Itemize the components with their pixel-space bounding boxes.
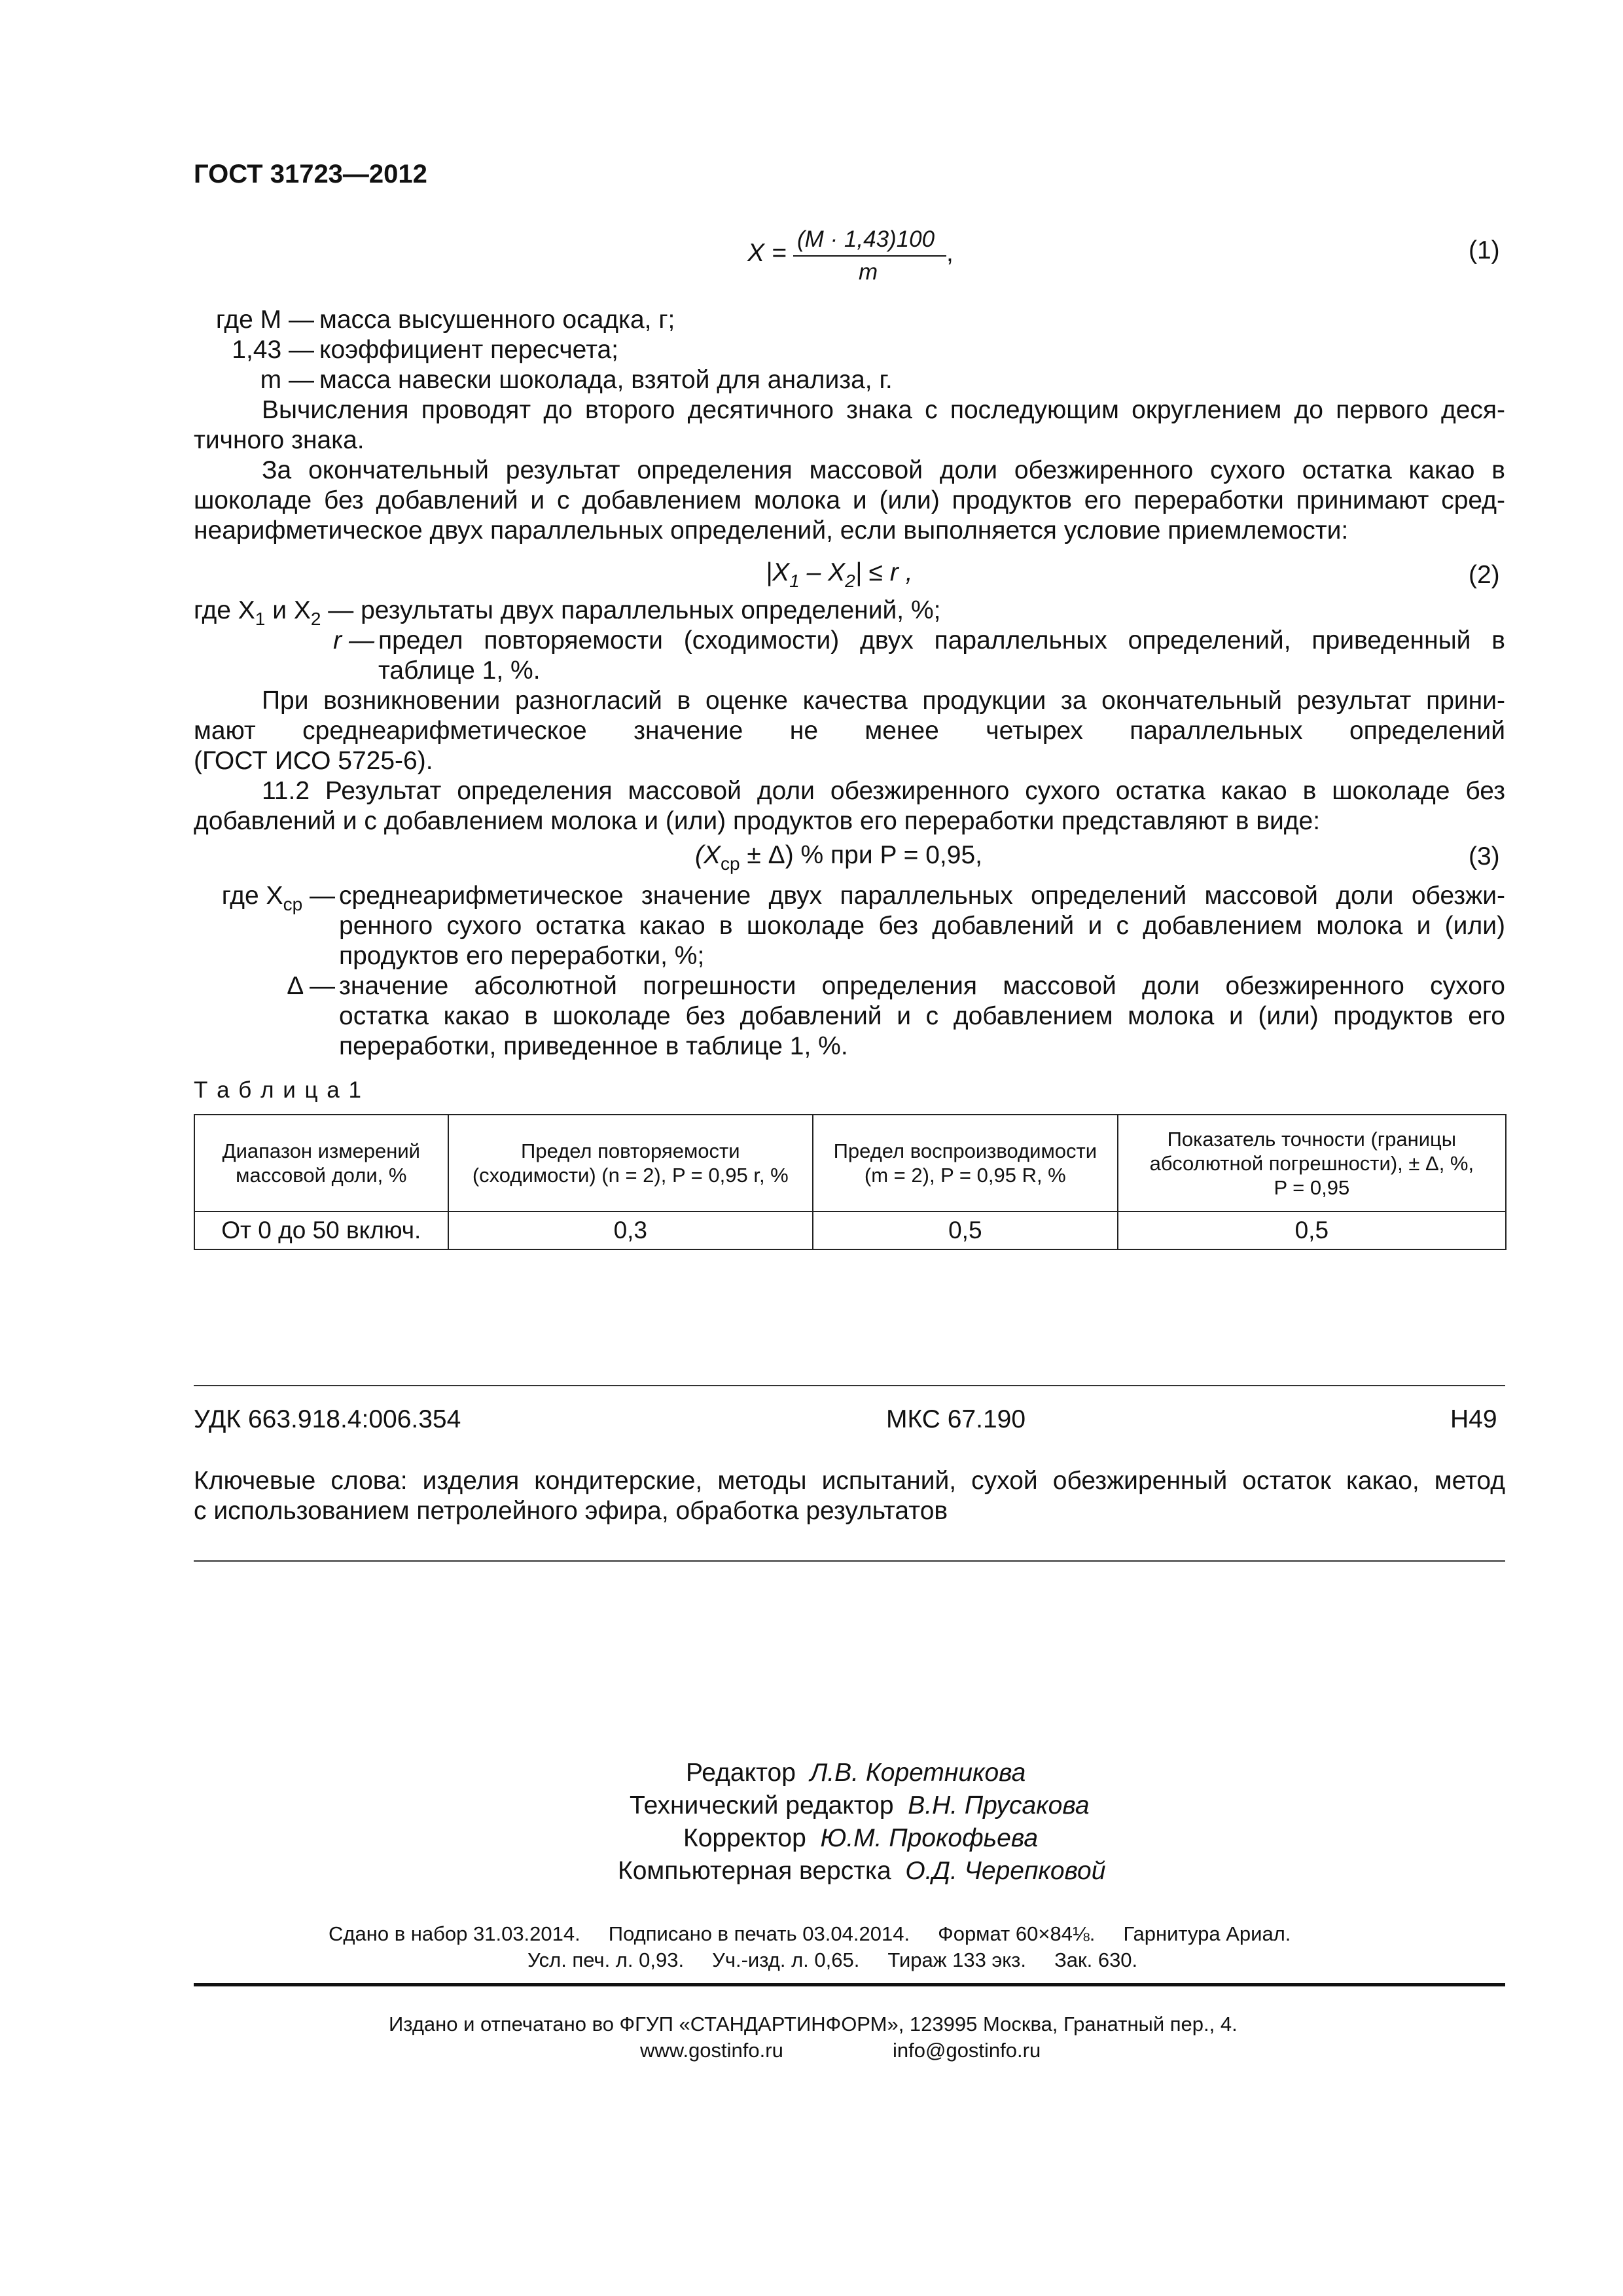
formula-2-part: – X [799,558,846,586]
where-3-line: переработки, приведенное в таблице 1, %. [339,1032,848,1060]
formula-1-numerator: (M · 1,43)100 [797,226,935,252]
table-header-cell [813,1115,1118,1211]
paragraph-calculation-line: тичного знака. [194,426,365,454]
where-3-text-block-2 [339,971,1505,1062]
group-code: Н49 [1450,1405,1497,1433]
formula-3 [695,840,982,872]
formula-1-comma: , [946,239,954,267]
table-cell: 0,5 [1118,1211,1506,1249]
formula-1-lhs: X = [747,239,787,267]
credit-role: Технический редактор [630,1791,894,1820]
formula-2-part: | ≤ r , [855,558,913,586]
paragraph-final-result-line: За окончательный результат определения массовой доли обезжиренного сухого остатка какао в [262,456,1505,484]
table-1 [194,1114,1507,1250]
where-2-subscript: 2 [310,609,321,629]
paragraph-11-2-line: добавлений и с добавлением молока и (или) продуктов его переработки представляют в виде: [194,807,1321,835]
where-2-text-r: предел повторяемости (сходимости) двух параллельных определений, приведенный в [378,626,1505,655]
table-header-line: Предел повторяемости [521,1139,740,1162]
paragraph-11-2-line: 11.2 Результат определения массовой доли обезжиренного сухого остатка какао в шоколаде без [262,777,1505,805]
keywords-line: с использованием петролейного эфира, обработка результатов [194,1497,948,1525]
formula-3-subscript: ср [721,853,740,874]
table-header-cell [448,1115,813,1211]
table-header-line: (m = 2), P = 0,95 R, % [864,1164,1066,1187]
where-3-symbol-xcp [222,881,335,913]
where-2-part: и X [265,596,311,624]
where-2-line-1 [194,596,940,628]
formula-2-subscript: 2 [845,571,855,591]
where-3-line: ренного сухого остатка какао в шоколаде без добавлений и с добавлением молока и (или) [339,912,1505,940]
table-cell: 0,3 [448,1211,813,1249]
divider-bottom [194,1560,1505,1562]
keywords [194,1466,1505,1526]
where-2-part: где X [194,596,255,624]
table-header-line: массовой доли, % [236,1164,407,1187]
table-header-line: абсолютной погрешности), ± Δ, %, [1149,1151,1474,1175]
table-header-line: Предел воспроизводимости [833,1139,1097,1162]
credit-role: Редактор [686,1759,796,1787]
paragraph-dispute-line: (ГОСТ ИСО 5725-6). [194,747,433,775]
formula-2-part: |X [766,558,790,586]
paragraph-final-result [194,456,1505,546]
table-cell: От 0 до 50 включ. [194,1211,448,1249]
formula-2 [766,558,913,590]
formula-1-fraction-bar [793,255,946,257]
where-1-text-mass: масса навески шоколада, взятой для анализа, г. [319,366,893,394]
table-header-cell [194,1115,448,1211]
where-3-part: — [302,882,335,910]
paragraph-final-result-line: шоколаде без добавлений и с добавлением молока и (или) продуктов его переработки принимают сред- [194,486,1505,514]
publisher-email[interactable]: info@gostinfo.ru [893,2039,1041,2062]
where-3-line: значение абсолютной погрешности определения массовой доли обезжиренного сухого [339,972,1505,1000]
publisher-website[interactable]: www.gostinfo.ru [640,2039,783,2062]
document-header-title: ГОСТ 31723—2012 [194,160,427,188]
where-2-symbol-r: r — [333,626,374,655]
where-3-line: остатка какао в шоколаде без добавлений и с добавлением молока и (или) продуктов его [339,1002,1505,1030]
table-header-cell [1118,1115,1506,1211]
where-2-part: — результаты двух параллельных определений, %; [321,596,941,624]
paragraph-dispute-line: мают среднеарифметическое значение не менее четырех параллельных определений [194,717,1505,745]
credit-editor [686,1758,1026,1788]
udk-code: УДК 663.918.4:006.354 [194,1405,461,1433]
paragraph-final-result-line: неарифметическое двух параллельных определений, если выполняется условие приемлемости: [194,516,1349,545]
where-3-symbol-delta: Δ — [287,972,335,1000]
where-1-symbol-coef: 1,43 — [232,336,314,364]
paragraph-dispute [194,686,1505,776]
formula-3-part: ± Δ) % при P = 0,95, [740,841,982,869]
credit-name: В.Н. Прусакова [908,1791,1090,1820]
table-header-line: (сходимости) (n = 2), P = 0,95 r, % [472,1164,789,1187]
paragraph-calculation [194,395,1505,456]
paragraph-dispute-line: При возникновении разногласий в оценке качества продукции за окончательный результат прини- [262,687,1505,715]
where-1-symbol-mass: m — [260,366,314,394]
where-3-part: где X [221,882,283,910]
credit-name: Л.В. Коретникова [810,1759,1026,1787]
table-header-line: Показатель точности (границы [1167,1127,1457,1151]
credit-tech-editor [630,1791,1090,1821]
print-info-line-1: Сдано в набор 31.03.2014. Подписано в печать 03.04.2014. Формат 60×84⅛. Гарнитура Ариал. [329,1922,1291,1945]
print-info-line-2: Усл. печ. л. 0,93. Уч.-изд. л. 0,65. Тираж 133 экз. Зак. 630. [527,1948,1138,1971]
formula-2-subscript: 1 [789,571,800,591]
table-header-line: Диапазон измерений [222,1139,420,1162]
divider-top [194,1385,1505,1386]
where-1-text-m: масса высушенного осадка, г; [319,306,675,334]
table-header-line: P = 0,95 [1274,1175,1350,1199]
table-header-row [194,1115,1506,1211]
paragraph-calculation-line: Вычисления проводят до второго десятичного знака с последующим округлением до первого деся- [262,396,1505,424]
where-3-line: продуктов его переработки, %; [339,942,705,970]
credit-role: Компьютерная верстка [618,1857,891,1885]
credit-name: Ю.М. Прокофьева [820,1824,1039,1852]
formula-3-number: (3) [1469,842,1500,870]
paragraph-11-2 [194,776,1505,836]
formula-1-denominator: m [859,259,878,285]
credit-corrector [683,1823,1038,1854]
where-3-text-block [339,881,1505,971]
table-1-caption: Т а б л и ц а 1 [194,1077,363,1103]
formula-2-number: (2) [1469,561,1500,589]
formula-1-number: (1) [1469,236,1500,264]
where-2-text-r-cont: таблице 1, %. [378,656,541,685]
where-3-line: среднеарифметическое значение двух параллельных определений массовой доли обезжи- [339,882,1505,910]
where-1-symbol-m: где M — [215,306,314,334]
divider-publisher [194,1983,1505,1986]
credit-role: Корректор [683,1824,806,1852]
credit-layout [618,1856,1105,1886]
mks-code: МКС 67.190 [886,1405,1026,1433]
where-1-text-coef: коэффициент пересчета; [319,336,619,364]
table-cell: 0,5 [813,1211,1118,1249]
where-2-subscript: 1 [255,609,266,629]
credit-name: О.Д. Черепковой [905,1857,1106,1885]
keywords-line: Ключевые слова: изделия кондитерские, методы испытаний, сухой обезжиренный остаток какао, метод [194,1467,1505,1495]
formula-3-part: (X [695,841,721,869]
publisher-address: Издано и отпечатано во ФГУП «СТАНДАРТИНФОРМ», 123995 Москва, Гранатный пер., 4. [389,2013,1238,2036]
where-3-subscript: ср [283,894,303,914]
table-row [194,1211,1506,1249]
